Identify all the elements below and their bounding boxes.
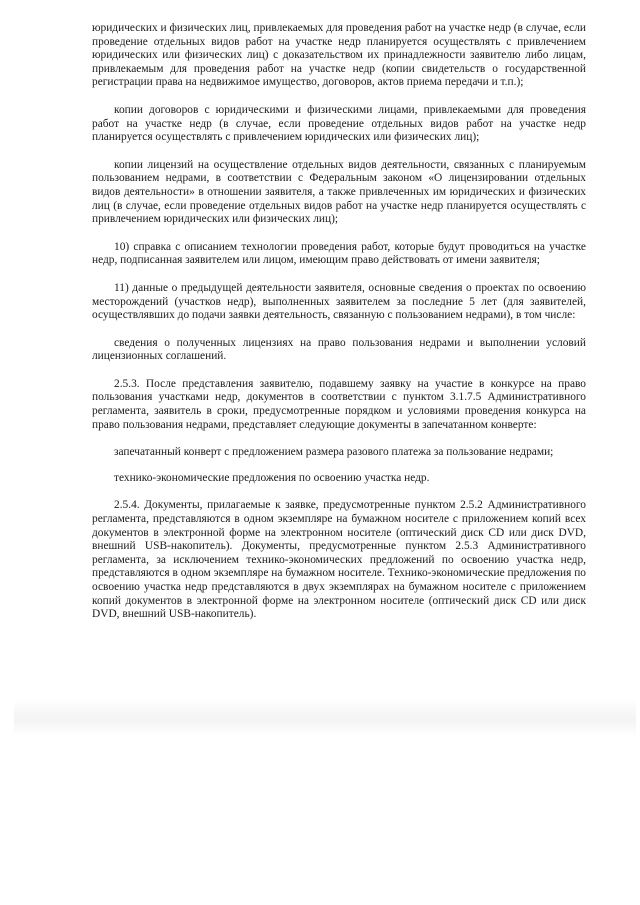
paragraph-license-info: сведения о полученных лицензиях на право пользования недрами и выполнении условий лицензионных соглашений.	[92, 336, 586, 363]
document-body	[92, 22, 586, 622]
paragraph-sealed-envelope: запечатанный конверт с предложением размера разового платежа за пользование недрами;	[114, 446, 554, 459]
paragraph-license-copies: копии лицензий на осуществление отдельных видов деятельности, связанных с планируемым пользованием недрами, в соответствии с Федеральным законом «О лицензировании отдельных видов деятельности» в отношении заявителя, а также привлеченных им юридических и физических лиц (в случае, если проведение отдельных видов работ на участке недр планируется осуществлять с привлечением юридических или физических лиц);	[92, 158, 586, 226]
scan-shadow-band	[14, 700, 636, 736]
paragraph-section-2-5-3: 2.5.3. После представления заявителю, подавшему заявку на участие в конкурсе на право пользования участками недр, документов в соответствии с пунктом 3.1.7.5 Административного регламента, заявитель в сроки, предусмотренные порядком и условиями проведения конкурса на право пользования недрами, представляет следующие документы в запечатанном конверте:	[92, 377, 586, 431]
paragraph-property-documents: юридических и физических лиц, привлекаемых для проведения работ на участке недр (в случае, если проведение отдельных видов работ на участке недр планируется осуществлять с привлечением юридических или физических лиц) с доказательством их принадлежности заявителю либо лицам, привлекаемым для проведения работ на участке недр (копии свидетельств о государственной регистрации права на недвижимое имущество, договоров, актов приема передачи и т.п.);	[92, 22, 586, 89]
paragraph-technical-proposals: технико-экономические предложения по освоению участка недр.	[114, 471, 430, 484]
paragraph-section-2-5-4: 2.5.4. Документы, прилагаемые к заявке, предусмотренные пунктом 2.5.2 Административного регламента, представляются в одном экземпляре на бумажном носителе с приложением копий всех документов в электронной форме на электронном носителе (оптический диск CD или диск DVD, внешний USB-накопитель). Документы, предусмотренные пунктом 2.5.3 Административного регламента, за исключением технико-экономических предложений по освоению участка недр, представляются в одном экземпляре на бумажном носителе. Технико-экономические предложения по освоению участка недр представляются в двух экземплярах на бумажном носителе с приложением копий документов в электронной форме на электронном носителе (оптический диск CD или диск DVD, внешний USB-накопитель).	[92, 499, 586, 621]
paragraph-item-11: 11) данные о предыдущей деятельности заявителя, основные сведения о проектах по освоению месторождений (участков недр), выполненных заявителем за последние 5 лет (для заявителей, осуществлявших до подачи заявки деятельность, связанную с пользованием недрами), в том числе:	[92, 281, 586, 322]
paragraph-item-10: 10) справка с описанием технологии проведения работ, которые будут проводиться на участке недр, подписанная заявителем или лицом, имеющим право действовать от имени заявителя;	[92, 240, 586, 267]
paragraph-contract-copies: копии договоров с юридическими и физическими лицами, привлекаемыми для проведения работ на участке недр (в случае, если проведение отдельных видов работ на участке недр планируется осуществлять с привлечением юридических или физических лиц);	[92, 103, 586, 144]
